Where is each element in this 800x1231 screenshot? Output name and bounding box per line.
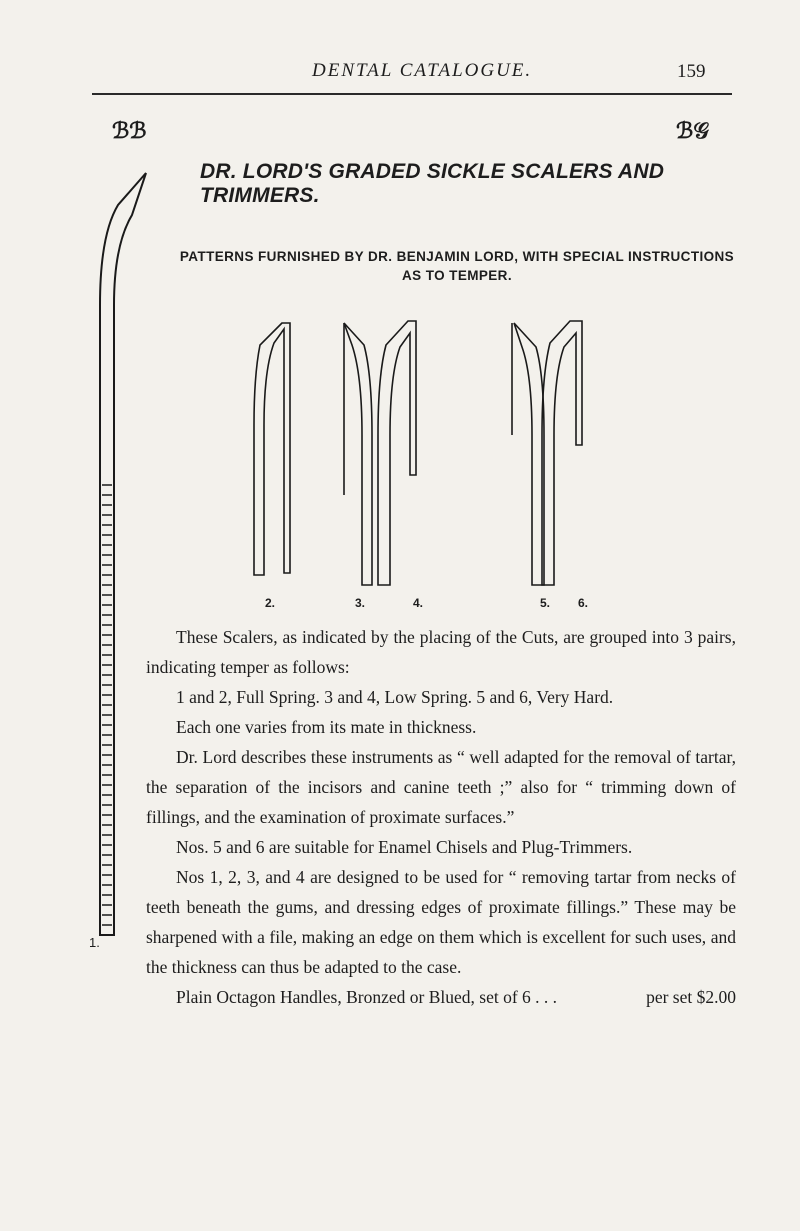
figure-label-4: 4.: [413, 596, 424, 610]
body-text: [146, 622, 736, 1012]
paragraph-nos-1-4: Nos 1, 2, 3, and 4 are designed to be used for “ removing tartar from necks of teeth beneath the gums, and dressing edges of proximate fillings.” These may be sharpened with a file, making an edge on them which is excellent for such uses, and the thickness can thus be adapted to the case.: [146, 867, 736, 977]
section-subheading: PATTERNS FURNISHED BY DR. BENJAMIN LORD, WITH SPECIAL INSTRUCTIONS AS TO TEMPER.: [179, 249, 735, 283]
paragraph-intro: These Scalers, as indicated by the placing of the Cuts, are grouped into 3 pairs, indicating temper as follows:: [146, 627, 736, 677]
page-number: 159: [677, 61, 706, 82]
paragraph-description: Dr. Lord describes these instruments as “ well adapted for the removal of tartar, the separation of the incisors and canine teeth ;” also for “ trimming down of fillings, and the examination of proximate surfaces.”: [146, 747, 736, 827]
scaler-4-illustration: [378, 321, 416, 585]
running-title: DENTAL CATALOGUE.: [312, 60, 533, 81]
figure-label-6: 6.: [578, 596, 589, 610]
ornament-right: ℬ𝒢: [676, 118, 709, 144]
price-amount: per set $2.00: [646, 987, 736, 1007]
figure-label-3: 3.: [355, 596, 366, 610]
scalers-illustration: [240, 315, 660, 615]
scaler-3-illustration: [344, 323, 372, 585]
section-heading: DR. LORD'S GRADED SICKLE SCALERS AND TRIMMERS.: [200, 160, 665, 207]
running-head: [0, 60, 800, 86]
figure-label-1: 1.: [89, 935, 100, 950]
figure-label-5: 5.: [540, 596, 551, 610]
scaler-2-illustration: [254, 323, 290, 575]
price-line: [146, 982, 736, 1012]
header-rule: [92, 93, 732, 95]
ornament-left: ℬℬ: [112, 118, 147, 144]
scaler-5-illustration: [514, 323, 544, 585]
paragraph-nos-5-6: Nos. 5 and 6 are suitable for Enamel Chisels and Plug-Trimmers.: [176, 837, 633, 857]
paragraph-thickness: Each one varies from its mate in thickness.: [176, 717, 477, 737]
price-item: Plain Octagon Handles, Bronzed or Blued, set of 6 . . .: [176, 987, 558, 1007]
figure-label-2: 2.: [265, 596, 276, 610]
scaler-6-illustration: [542, 321, 582, 585]
paragraph-temper: 1 and 2, Full Spring. 3 and 4, Low Spring. 5 and 6, Very Hard.: [176, 687, 614, 707]
